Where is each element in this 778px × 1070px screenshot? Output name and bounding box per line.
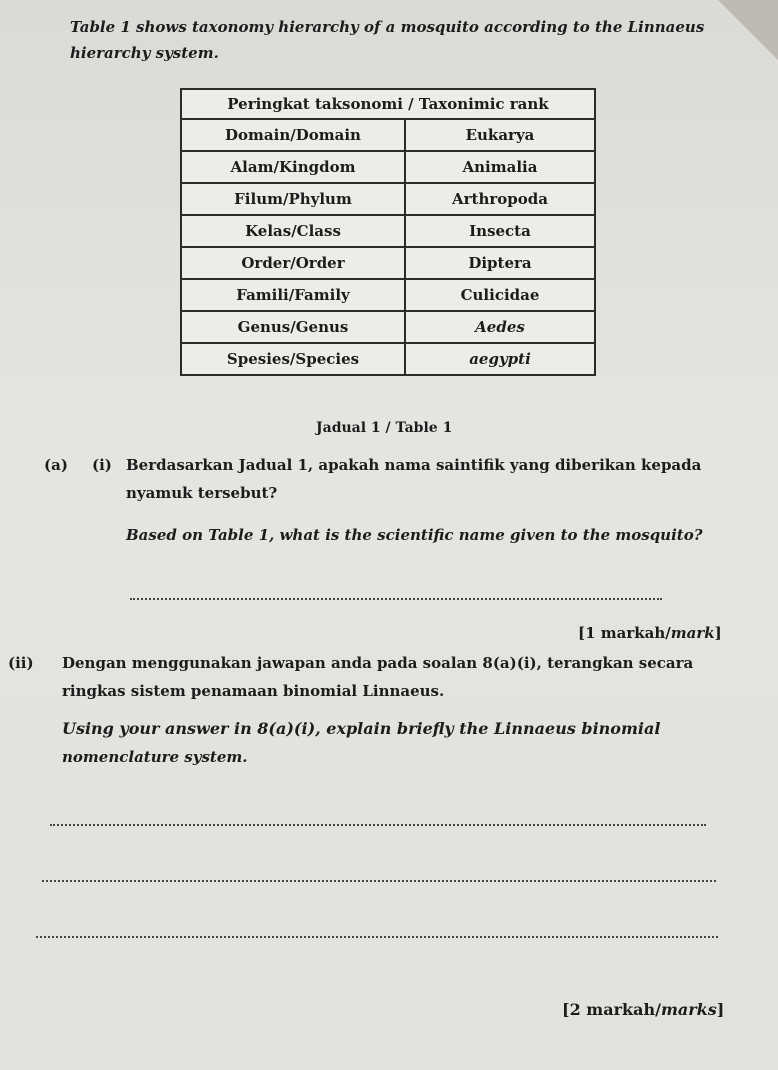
value-cell: Culicidae bbox=[405, 279, 595, 311]
rank-cell: Domain/Domain bbox=[181, 119, 405, 151]
table-row bbox=[181, 247, 595, 279]
value-cell: Animalia bbox=[405, 151, 595, 183]
value-cell: Diptera bbox=[405, 247, 595, 279]
question-ai-english: Based on Table 1, what is the scientific name given to the mosquito? bbox=[126, 526, 703, 544]
question-label-i: (i) bbox=[92, 456, 112, 474]
rank-cell: Famili/Family bbox=[181, 279, 405, 311]
rank-cell: Alam/Kingdom bbox=[181, 151, 405, 183]
rank-cell: Kelas/Class bbox=[181, 215, 405, 247]
answer-line-ai[interactable] bbox=[130, 598, 662, 600]
question-label-ii: (ii) bbox=[8, 654, 34, 672]
table-row bbox=[181, 343, 595, 375]
table-row bbox=[181, 279, 595, 311]
question-ai-malay-line2: nyamuk tersebut? bbox=[126, 484, 278, 502]
intro-text: Table 1 shows taxonomy hierarchy of a mosquito according to the Linnaeus hierarchy system. bbox=[70, 18, 705, 62]
marks-aii-english: marks bbox=[660, 1000, 717, 1019]
table-header-row bbox=[181, 89, 595, 119]
rank-cell: Spesies/Species bbox=[181, 343, 405, 375]
table-row bbox=[181, 311, 595, 343]
answer-line-aii-2[interactable] bbox=[42, 880, 716, 882]
table-row bbox=[181, 183, 595, 215]
rank-cell: Order/Order bbox=[181, 247, 405, 279]
marks-aii-close: ] bbox=[716, 1000, 725, 1019]
value-cell: aegypti bbox=[405, 343, 595, 375]
answer-line-aii-1[interactable] bbox=[50, 824, 706, 826]
table-header: Peringkat taksonomi / Taxonimic rank bbox=[181, 89, 595, 119]
table-row bbox=[181, 215, 595, 247]
table-row bbox=[181, 119, 595, 151]
rank-cell: Genus/Genus bbox=[181, 311, 405, 343]
question-aii-malay-line2: ringkas sistem penamaan binomial Linnaeus. bbox=[62, 682, 445, 700]
taxonomy-table bbox=[180, 88, 596, 376]
marks-ai-close: ] bbox=[714, 624, 722, 642]
answer-line-aii-3[interactable] bbox=[36, 936, 718, 938]
marks-ai bbox=[578, 624, 722, 642]
question-aii-english-line2: nomenclature system. bbox=[62, 748, 248, 766]
value-cell: Insecta bbox=[405, 215, 595, 247]
question-aii-english-line1: Using your answer in 8(a)(i), explain briefly the Linnaeus binomial bbox=[62, 719, 661, 738]
marks-ai-malay: [1 markah/ bbox=[578, 624, 671, 642]
table-row bbox=[181, 151, 595, 183]
marks-ai-english: mark bbox=[670, 624, 715, 642]
question-aii-malay-line1: Dengan menggunakan jawapan anda pada soalan 8(a)(i), terangkan secara bbox=[62, 654, 694, 672]
value-cell: Eukarya bbox=[405, 119, 595, 151]
marks-aii-malay: [2 markah/ bbox=[562, 1000, 661, 1019]
table-caption: Jadual 1 / Table 1 bbox=[316, 420, 453, 436]
value-cell: Aedes bbox=[405, 311, 595, 343]
marks-aii bbox=[562, 1000, 724, 1019]
question-label-a: (a) bbox=[44, 456, 68, 474]
rank-cell: Filum/Phylum bbox=[181, 183, 405, 215]
question-ai-malay-line1: Berdasarkan Jadual 1, apakah nama saintifik yang diberikan kepada bbox=[126, 456, 702, 474]
value-cell: Arthropoda bbox=[405, 183, 595, 215]
